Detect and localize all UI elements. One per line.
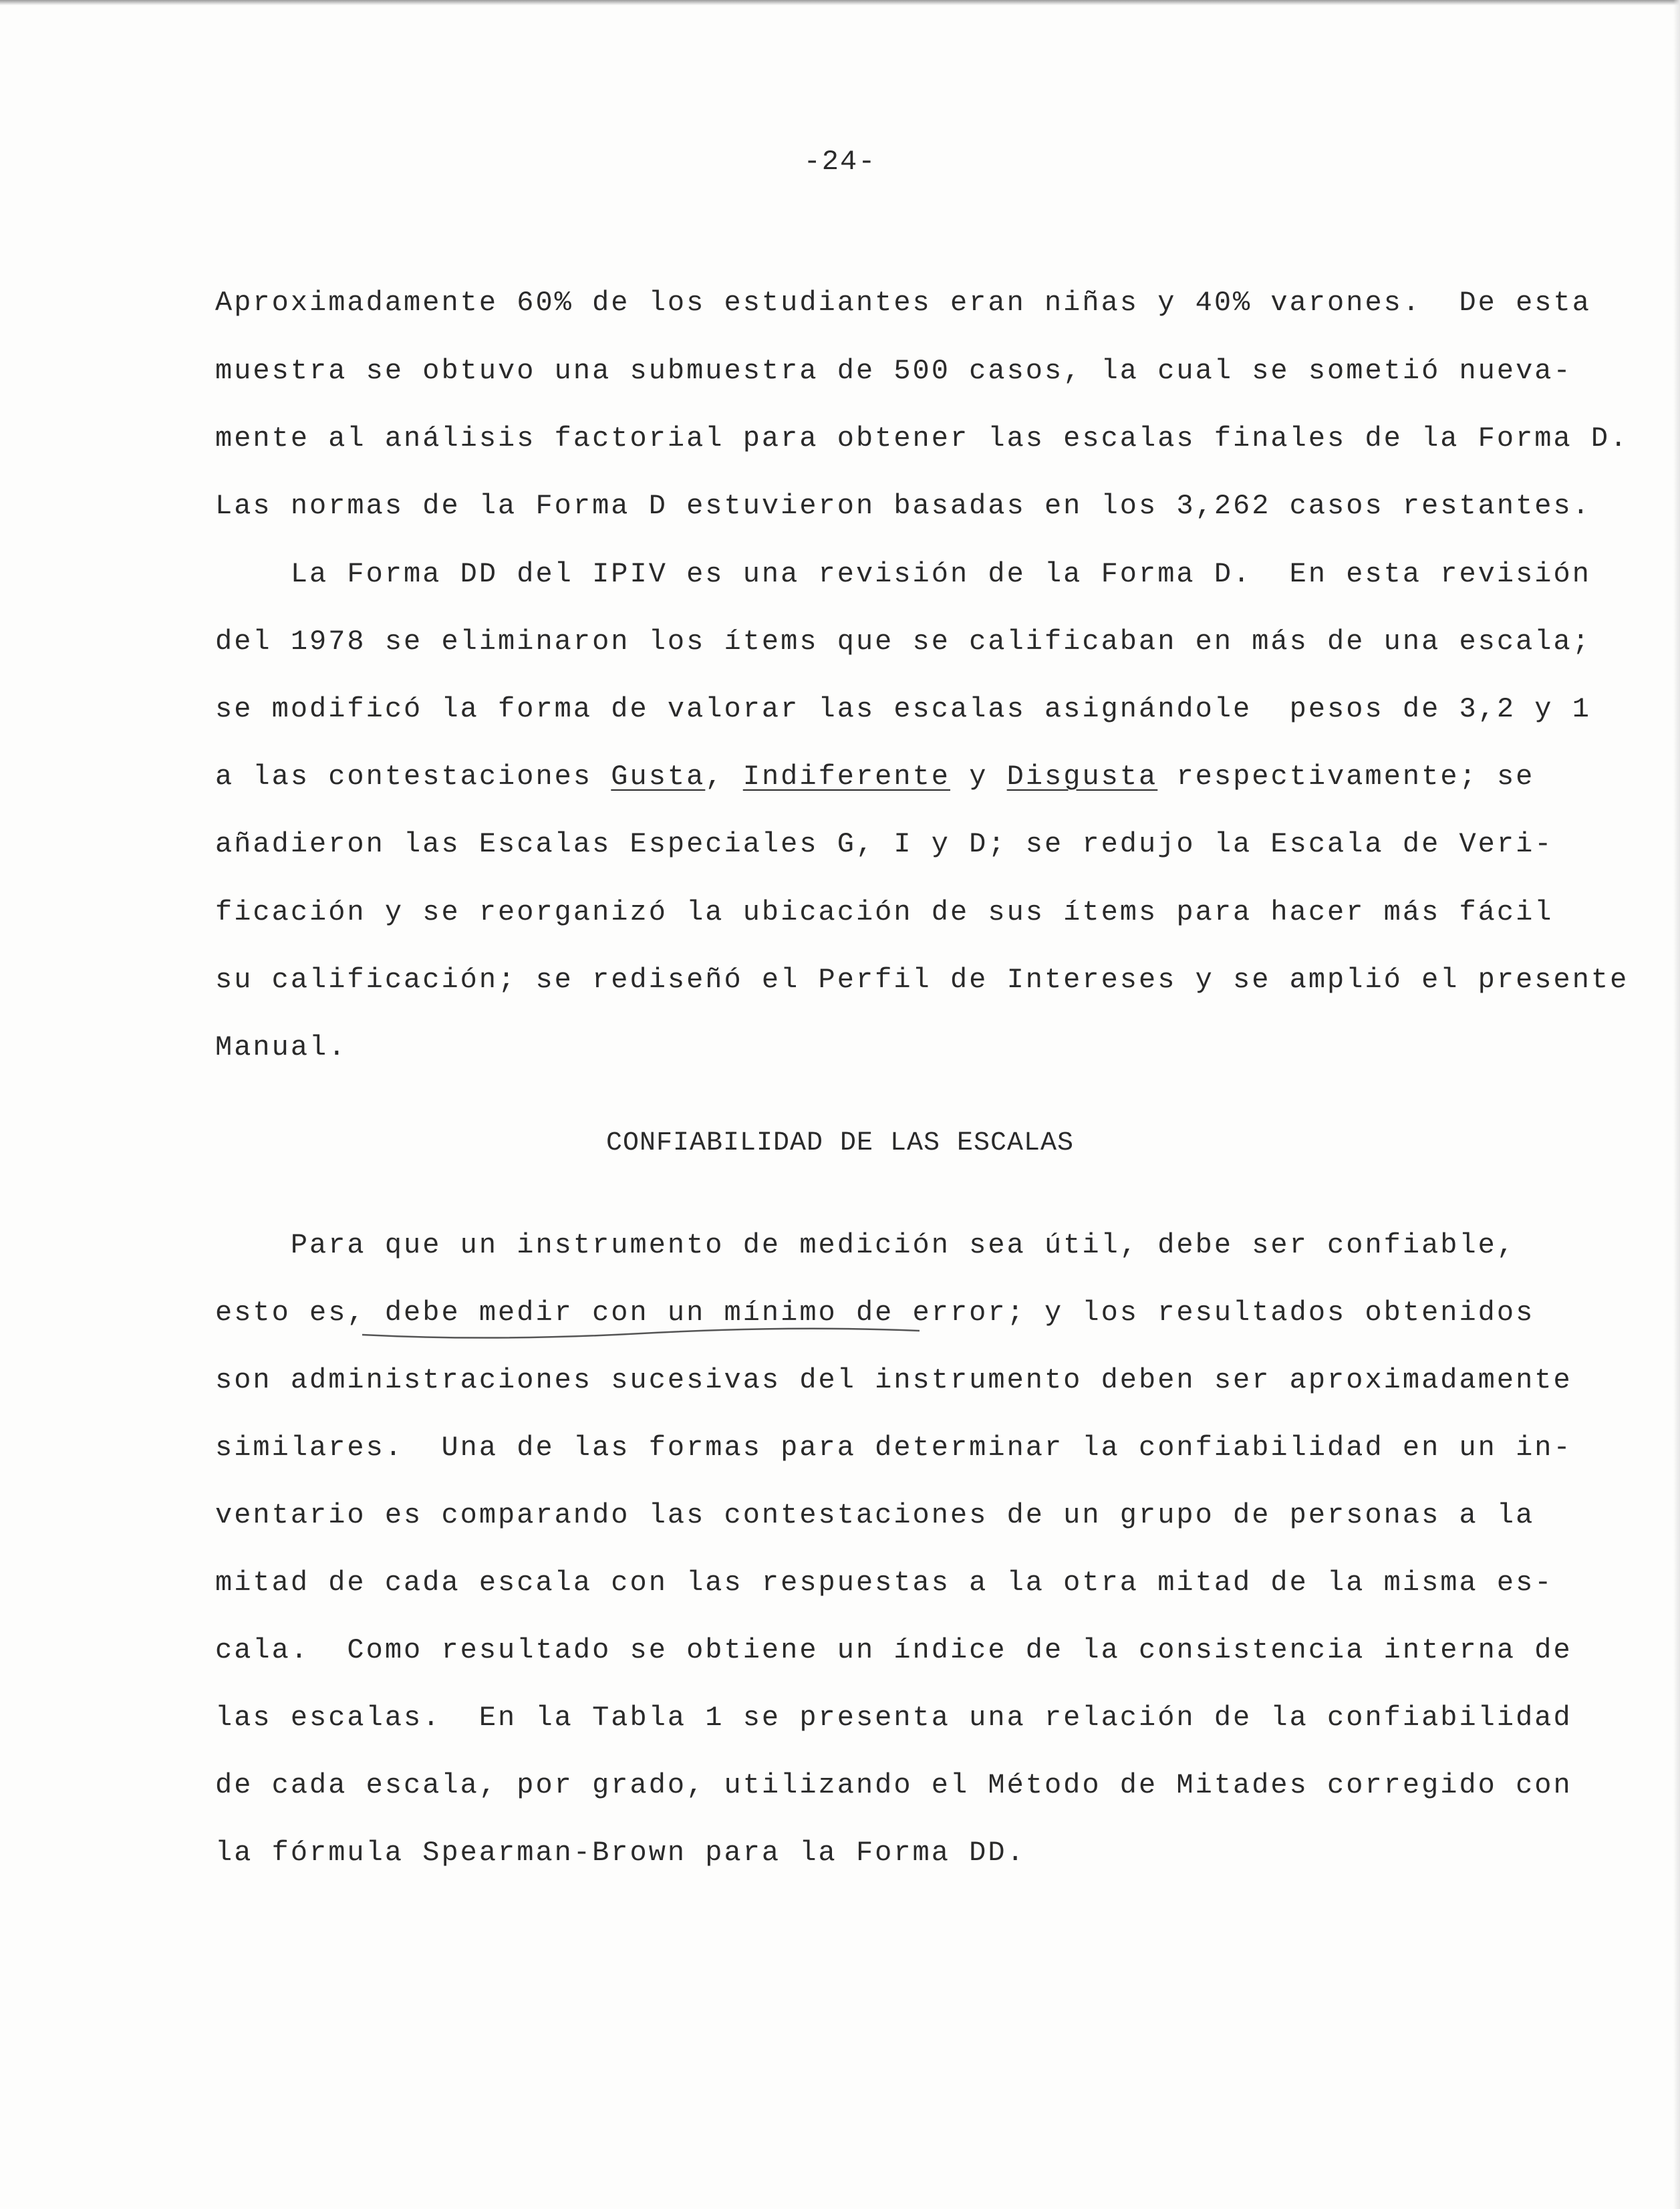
paragraph3-line-7: cala. Como resultado se obtiene un índice de la consistencia interna de xyxy=(215,1634,1572,1666)
paragraph2-line-4 xyxy=(215,763,1534,791)
paragraph3-line-3: son administraciones sucesivas del instrumento deben ser aproximadamente xyxy=(215,1364,1572,1396)
separator-comma: , xyxy=(705,761,743,793)
paragraph2-line-2: del 1978 se eliminaron los ítems que se calificaban en más de una escala; xyxy=(215,626,1591,658)
separator-y: y xyxy=(950,761,1007,793)
paragraph2-line-4-text: a las contestaciones xyxy=(215,761,611,793)
paragraph2-line-7: su calificación; se rediseñó el Perfil de Intereses y se amplió el presente xyxy=(215,964,1629,996)
paragraph1-line-4: Las normas de la Forma D estuvieron basadas en los 3,262 casos restantes. xyxy=(215,490,1591,522)
handwritten-underline xyxy=(361,1327,922,1343)
paragraph2-line-8: Manual. xyxy=(215,1031,347,1063)
handwritten-underline-stroke xyxy=(362,1329,920,1338)
paragraph3-line-6: mitad de cada escala con las respuestas a la otra mitad de la misma es- xyxy=(215,1567,1554,1599)
paragraph2-line-1: La Forma DD del IPIV es una revisión de la Forma D. En esta revisión xyxy=(215,558,1591,590)
paragraph1-line-3: mente al análisis factorial para obtener las escalas finales de la Forma D. xyxy=(215,422,1629,454)
paragraph1-line-1: Aproximadamente 60% de los estudiantes eran niñas y 40% varones. De esta xyxy=(215,287,1591,319)
underlined-indiferente: Indiferente xyxy=(742,761,950,793)
paragraph3-line-1: Para que un instrumento de medición sea útil, debe ser confiable, xyxy=(215,1229,1516,1261)
underlined-gusta: Gusta xyxy=(611,761,706,793)
section-heading: CONFIABILIDAD DE LAS ESCALAS xyxy=(605,1128,1075,1158)
page-number: -24- xyxy=(803,146,877,178)
page-right-edge xyxy=(1673,0,1680,2209)
page-top-edge xyxy=(0,0,1680,5)
paragraph2-line-4-end: respectivamente; se xyxy=(1157,761,1535,793)
paragraph2-line-6: ficación y se reorganizó la ubicación de sus ítems para hacer más fácil xyxy=(215,896,1554,928)
paragraph3-line-10: la fórmula Spearman-Brown para la Forma DD. xyxy=(215,1837,1026,1869)
paragraph3-line-4: similares. Una de las formas para determinar la confiabilidad en un in- xyxy=(215,1432,1572,1464)
paragraph3-line-9: de cada escala, por grado, utilizando el Método de Mitades corregido con xyxy=(215,1769,1572,1801)
paragraph3-line-2: esto es, debe medir con un mínimo de error; y los resultados obtenidos xyxy=(215,1297,1535,1329)
paragraph1-line-2: muestra se obtuvo una submuestra de 500 casos, la cual se sometió nueva- xyxy=(215,355,1572,387)
underlined-disgusta: Disgusta xyxy=(1006,761,1158,793)
paragraph3-line-8: las escalas. En la Tabla 1 se presenta una relación de la confiabilidad xyxy=(215,1702,1572,1734)
paragraph2-line-5: añadieron las Escalas Especiales G, I y D; se redujo la Escala de Veri- xyxy=(215,828,1554,860)
paragraph3-line-5: ventario es comparando las contestaciones de un grupo de personas a la xyxy=(215,1499,1535,1531)
paragraph2-line-3: se modificó la forma de valorar las escalas asignándole pesos de 3,2 y 1 xyxy=(215,693,1591,725)
